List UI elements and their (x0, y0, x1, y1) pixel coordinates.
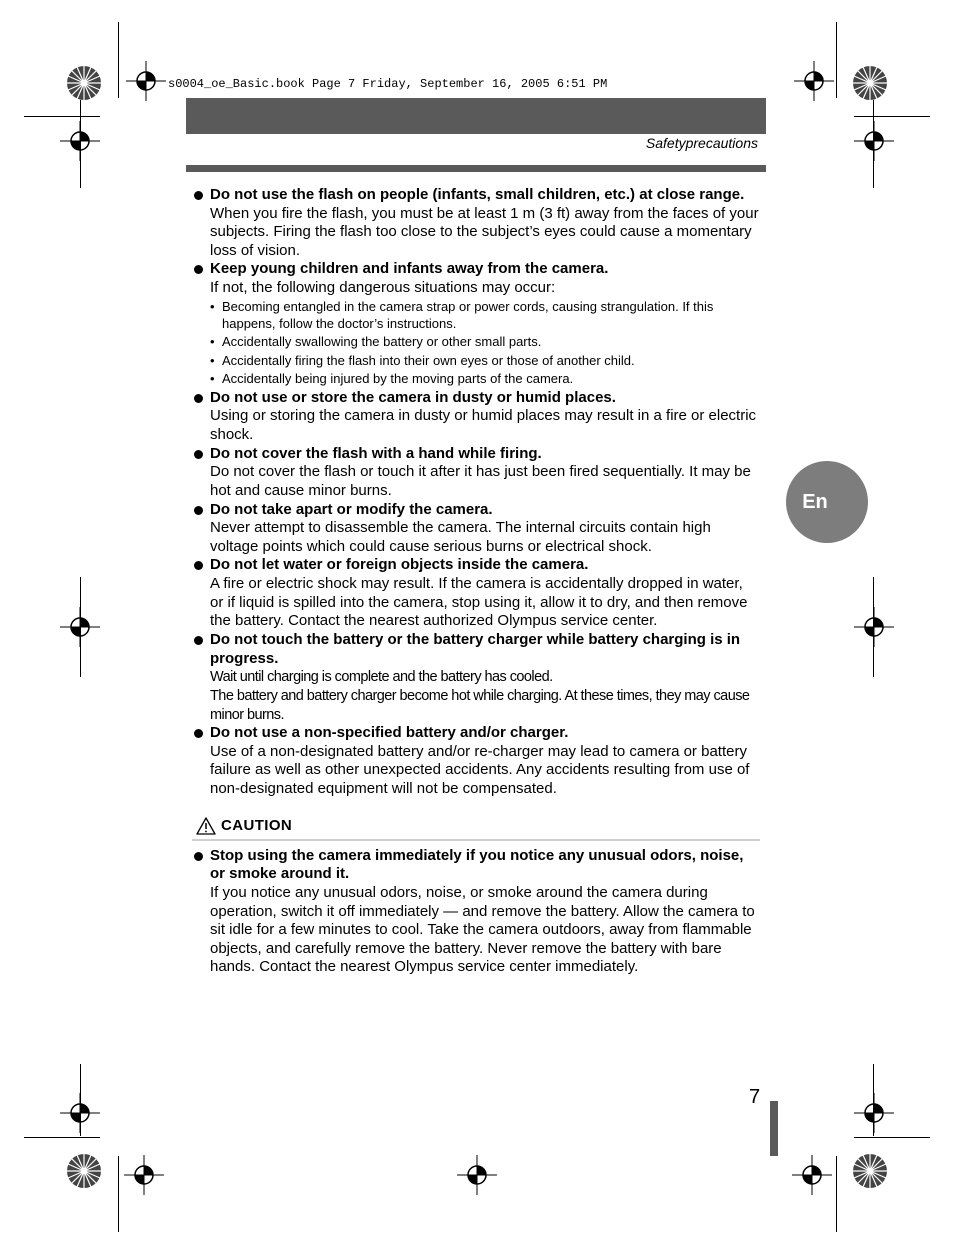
warning-item (192, 186, 760, 260)
warning-body: Use of a non-designated battery and/or re-charger may lead to camera or battery failure as well as other unexpected accidents. Any accidents resulting from use of non-designated equipment will not be compensated. (210, 742, 750, 798)
registration-mark-bottom-left (124, 1155, 164, 1195)
registration-mark-bottom-center (457, 1155, 497, 1195)
caution-label: CAUTION (221, 817, 293, 835)
warning-heading: Do not touch the battery or the battery charger while battery charging is in progress. (210, 630, 741, 667)
header-band (186, 98, 766, 134)
bullet-icon (194, 636, 203, 645)
caution-heading: Stop using the camera immediately if you notice any unusual odors, noise, or smoke around it. (210, 846, 744, 883)
crop-mark (80, 1064, 81, 1136)
bullet-icon (194, 450, 203, 459)
registration-mark-top-right (794, 61, 834, 101)
registration-mark-upper-right (854, 121, 894, 161)
bullet-icon (194, 191, 203, 200)
warning-body: Do not cover the flash or touch it after it has just been fired sequentially. It may be hot and cause minor burns. (210, 463, 751, 499)
warning-body: When you fire the flash, you must be at least 1 m (3 ft) away from the faces of your subjects. Firing the flash too close to the subject’s eyes could cause a momentary loss of vision. (210, 204, 759, 259)
crop-mark (836, 22, 837, 98)
page-marker-bar (770, 1101, 778, 1156)
starburst-mark-bottom-left (66, 1153, 102, 1189)
bullet-icon (194, 561, 203, 570)
header-rule (186, 165, 766, 172)
bullet-icon (194, 506, 203, 515)
registration-mark-top-left (126, 61, 166, 101)
caution-body: If you notice any unusual odors, noise, or smoke around the camera during operation, switch it off immediately — and remove the battery. Allow the camera to sit idle for a few minutes to cool. Take the camera outdoors, away from flammable objects, and carefully remove the battery. Never remove the battery with bare hands. Contact the nearest Olympus service center immediately. (210, 884, 755, 976)
crop-mark (80, 100, 81, 188)
language-tab: En (786, 461, 868, 543)
crop-mark (873, 1064, 874, 1136)
registration-mark-mid-right (854, 607, 894, 647)
crop-mark (24, 1137, 100, 1138)
warning-item (192, 724, 760, 798)
sub-item: • Accidentally swallowing the battery or other small parts. (210, 334, 542, 350)
sub-item-list (210, 298, 760, 388)
sub-item: • Accidentally being injured by the moving parts of the camera. (210, 371, 574, 387)
bullet-icon (194, 852, 203, 861)
warning-heading: Keep young children and infants away from the camera. (210, 260, 609, 278)
sub-item: • Accidentally firing the flash into their own eyes or those of another child. (210, 352, 635, 368)
warning-body: Using or storing the camera in dusty or humid places may result in a fire or electric shock. (210, 407, 757, 444)
warning-body: A fire or electric shock may result. If the camera is accidentally dropped in water, or if liquid is spilled into the camera, stop using it, allow it to dry, and then remove the battery. Contact the nearest authorized Olympus service center. (210, 575, 748, 630)
registration-mark-lower-right (854, 1093, 894, 1133)
warning-triangle-icon (196, 817, 216, 835)
registration-mark-bottom-right (792, 1155, 832, 1195)
crop-mark (118, 1156, 119, 1232)
warning-item (192, 389, 760, 445)
sub-item: • Becoming entangled in the camera strap or power cords, causing strangulation. If this happens, follow the doctor’s instructions. (210, 298, 714, 331)
crop-mark (854, 1137, 930, 1138)
file-info-line: s0004_oe_Basic.book Page 7 Friday, September 16, 2005 6:51 PM (168, 77, 608, 91)
bullet-icon (194, 729, 203, 738)
warning-item (192, 260, 760, 387)
warning-body: Never attempt to disassemble the camera. The internal circuits contain high voltage points which could cause serious burns or electrical shock. (210, 519, 711, 555)
warning-item (192, 445, 760, 501)
starburst-mark-top-right (852, 65, 888, 101)
warning-body: Wait until charging is complete and the battery has cooled. (210, 669, 553, 686)
warning-heading: Do not take apart or modify the camera. (210, 500, 493, 518)
warning-heading: Do not use a non-specified battery and/or charger. (210, 724, 569, 742)
warning-heading: Do not use the flash on people (infants, small children, etc.) at close range. (210, 186, 745, 203)
warning-body: If not, the following dangerous situations may occur: (210, 279, 556, 297)
crop-mark (836, 1156, 837, 1232)
warning-item (192, 631, 760, 724)
safety-content (192, 186, 760, 977)
warning-body: The battery and battery charger become hot while charging. At these times, they may cause minor burns. (210, 687, 750, 723)
warning-heading: Do not use or store the camera in dusty or humid places. (210, 388, 616, 406)
bullet-icon (194, 265, 203, 274)
caution-header (192, 817, 760, 847)
page-number: 7 (749, 1086, 761, 1108)
crop-mark (873, 100, 874, 188)
warning-heading: Do not cover the flash with a hand while firing. (210, 444, 542, 462)
section-title: Safetyprecautions (645, 135, 758, 151)
crop-mark (873, 577, 874, 677)
crop-mark (854, 116, 930, 117)
crop-mark (118, 22, 119, 98)
caution-item (192, 847, 760, 977)
crop-mark (80, 577, 81, 677)
starburst-mark-top-left (66, 65, 102, 101)
bullet-icon (194, 394, 203, 403)
caution-rule (192, 839, 760, 841)
crop-mark (24, 116, 100, 117)
warning-item (192, 501, 760, 557)
warning-heading: Do not let water or foreign objects inside the camera. (210, 556, 589, 574)
warning-item (192, 556, 760, 630)
starburst-mark-bottom-right (852, 1153, 888, 1189)
